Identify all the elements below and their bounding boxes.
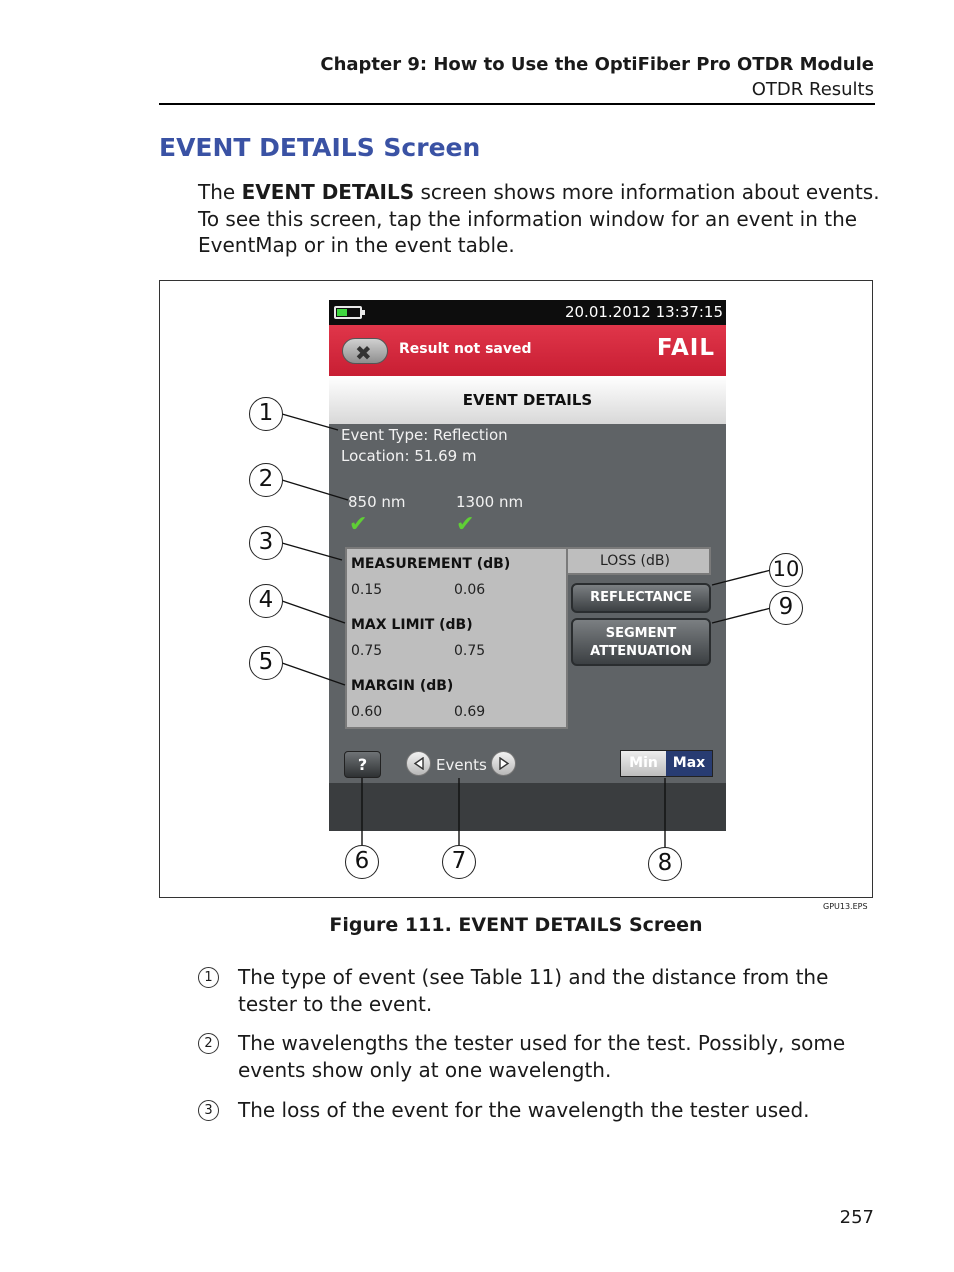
tab-segment-line1: SEGMENT — [605, 626, 677, 641]
callout-8: 8 — [648, 847, 682, 881]
legend-text: The loss of the event for the wavelength the tester used. — [238, 1098, 810, 1122]
legend-number: 2 — [198, 1033, 219, 1054]
callout-2: 2 — [249, 463, 283, 497]
screen-title: EVENT DETAILS — [462, 391, 593, 409]
event-type: Event Type: Reflection — [341, 426, 508, 444]
event-location: Location: 51.69 m — [341, 447, 477, 465]
datetime: 20.01.2012 13:37:15 — [564, 303, 723, 321]
max-limit-header: MAX LIMIT (dB) — [351, 617, 473, 633]
callout-line-2 — [282, 480, 348, 500]
intro-bold: EVENT DETAILS — [241, 180, 415, 204]
x-icon: ✖ — [355, 341, 372, 365]
min-button[interactable]: Min — [621, 751, 666, 776]
legend-number: 1 — [198, 967, 219, 988]
measurement-header: MEASUREMENT (dB) — [351, 556, 511, 572]
callout-6: 6 — [345, 845, 379, 879]
callout-5: 5 — [249, 646, 283, 680]
max-limit-850: 0.75 — [351, 643, 383, 659]
tab-segment-line2: ATTENUATION — [590, 644, 692, 659]
chapter-heading: Chapter 9: How to Use the OptiFiber Pro OTDR Module — [320, 54, 874, 75]
max-button[interactable]: Max — [666, 751, 712, 776]
section-title: EVENT DETAILS Screen — [159, 133, 481, 162]
legend-number: 3 — [198, 1100, 219, 1121]
intro-suffix: screen shows more information about events. To see this screen, tap the information window for an event in the EventMap or in the event table. — [198, 180, 880, 257]
section-heading: OTDR Results — [751, 79, 874, 100]
callout-line-5 — [282, 663, 345, 685]
callout-9: 9 — [769, 591, 803, 625]
callout-line-1 — [282, 414, 338, 430]
margin-850: 0.60 — [351, 704, 383, 720]
margin-header: MARGIN (dB) — [351, 678, 454, 694]
callout-1: 1 — [249, 397, 283, 431]
callout-line-4 — [282, 601, 345, 623]
margin-1300: 0.69 — [454, 704, 486, 720]
callout-3: 3 — [249, 526, 283, 560]
callout-4: 4 — [249, 584, 283, 618]
callout-line-3 — [282, 543, 342, 560]
figure-id: GPU13.EPS — [823, 902, 868, 911]
legend-text: The type of event (see Table 11) and the distance from the tester to the event. — [238, 965, 829, 1016]
page-number: 257 — [839, 1207, 874, 1228]
tab-reflectance[interactable]: REFLECTANCE — [571, 583, 711, 613]
verdict-label: FAIL — [656, 335, 715, 361]
measurement-850: 0.15 — [351, 582, 383, 598]
legend-text: The wavelengths the tester used for the test. Possibly, some events show only at one wavelength. — [238, 1031, 846, 1082]
callout-line-9 — [712, 608, 771, 623]
wavelength-1300: 1300 nm — [456, 493, 524, 511]
callout-7: 7 — [442, 845, 476, 879]
check-icon: ✔ — [456, 512, 475, 537]
measurement-1300: 0.06 — [454, 582, 486, 598]
events-label: Events — [436, 756, 487, 774]
check-icon: ✔ — [349, 512, 368, 537]
figure-caption: Figure 111. EVENT DETAILS Screen — [329, 914, 703, 936]
max-limit-1300: 0.75 — [454, 643, 486, 659]
tab-loss-label: LOSS (dB) — [600, 553, 670, 569]
result-status: Result not saved — [399, 341, 532, 357]
callout-10: 10 — [769, 553, 803, 587]
callout-line-10 — [712, 570, 771, 585]
intro-prefix: The — [198, 180, 242, 204]
help-button[interactable]: ? — [344, 751, 381, 778]
wavelength-850: 850 nm — [348, 493, 406, 511]
